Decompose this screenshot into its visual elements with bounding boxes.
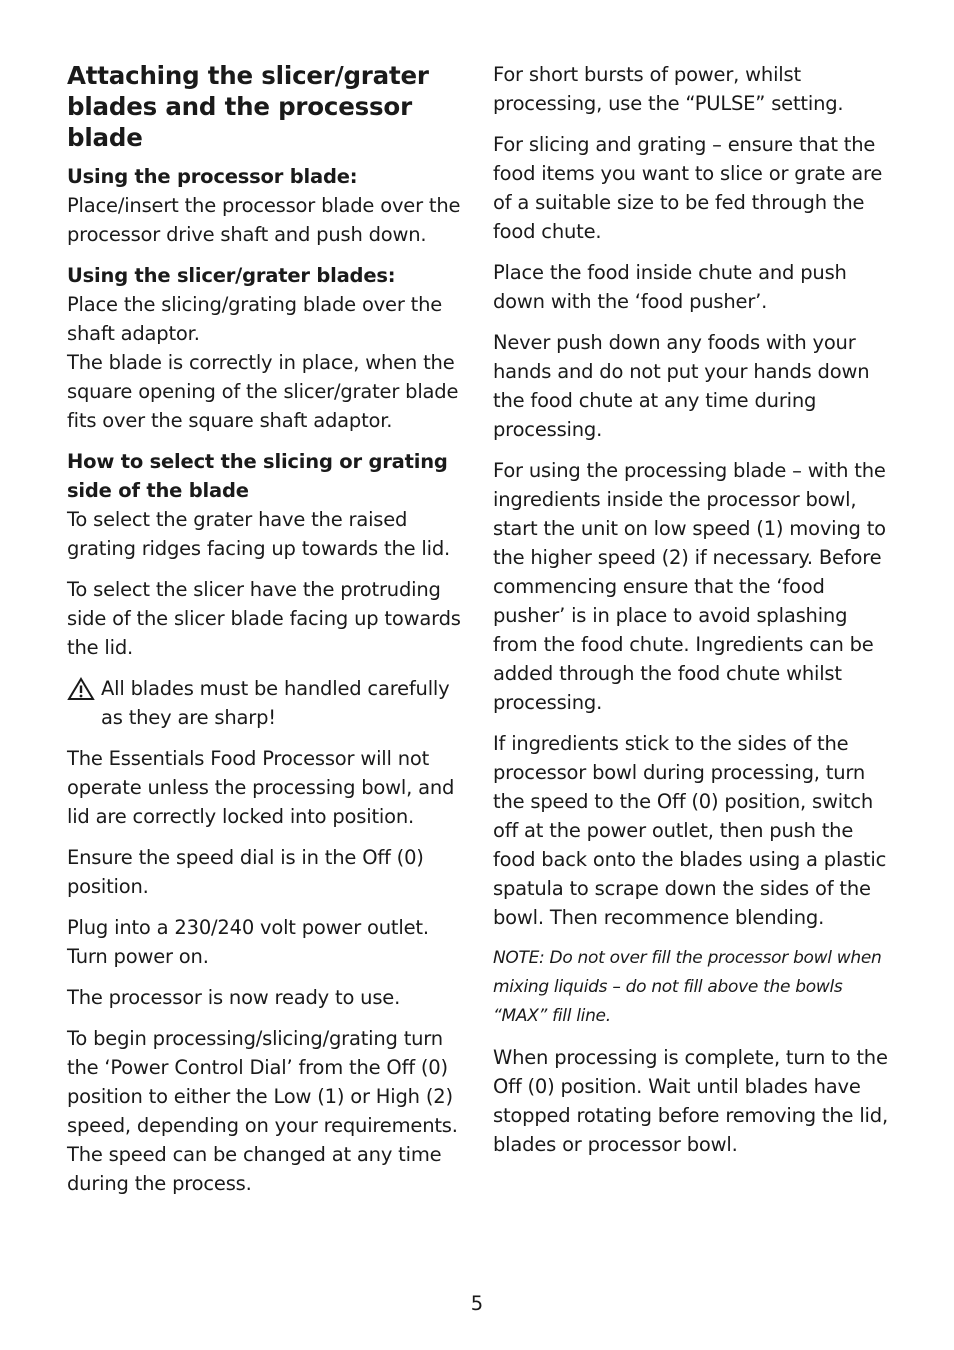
food-pusher-paragraph: Place the food inside chute and push down with the ‘food pusher’. [493,261,847,313]
left-column [67,60,467,1210]
page-number: 5 [470,1292,484,1315]
safety-paragraph: Never push down any foods with your hands and do not put your hands down the food chute at any time during processing. [493,331,870,441]
operate-paragraph: The Essentials Food Processor will not operate unless the processing bowl, and lid are correctly locked into position. [67,747,455,828]
note-paragraph: NOTE: Do not over fill the processor bowl when mixing liquids – do not fill above the bowls “MAX” fill line. [493,948,882,1026]
processing-blade-paragraph: For using the processing blade – with the ingredients inside the processor bowl, start the unit on low speed (1) moving to the higher speed (2) if necessary. Before commencing ensure that the ‘food pusher’ is in place to avoid splashing from the food chute. Ingredients can be added through the food chute whilst processing. [493,459,886,714]
slicer-blade-text-b: The blade is correctly in place, when the square opening of the slicer/grater blade fits over the square shaft adaptor. [67,351,459,432]
slicing-grating-paragraph: For slicing and grating – ensure that the food items you want to slice or grate are of a suitable size to be fed through the food chute. [493,133,883,243]
slicer-select-text: To select the slicer have the protruding side of the slicer blade facing up towards the lid. [67,578,461,659]
warning-paragraph [67,674,467,732]
processor-blade-paragraph [67,162,467,249]
select-side-paragraph [67,447,467,563]
warning-text: All blades must be handled carefully as they are sharp! [101,677,450,729]
slicer-blade-paragraph [67,261,467,348]
subheading-processor-blade: Using the processor blade: [67,165,358,188]
ready-paragraph: The processor is now ready to use. [67,986,401,1009]
subheading-select-side: How to select the slicing or grating side of the blade [67,450,448,502]
begin-processing-paragraph: To begin processing/slicing/grating turn the ‘Power Control Dial’ from the Off (0) position to either the Low (1) or High (2) speed, depending on your requirements. The speed can be changed at any time during the process. [67,1027,458,1195]
right-column [493,60,893,1171]
grater-select-text: To select the grater have the raised grating ridges facing up towards the lid. [67,508,451,560]
processor-blade-text: Place/insert the processor blade over the processor drive shaft and push down. [67,194,461,246]
warning-triangle-icon [67,677,95,701]
complete-paragraph: When processing is complete, turn to the Off (0) position. Wait until blades have stopped rotating before removing the lid, blades or processor bowl. [493,1046,888,1156]
ingredients-stick-paragraph: If ingredients stick to the sides of the processor bowl during processing, turn the speed to the Off (0) position, switch off at the power outlet, then push the food back onto the blades using a plastic spatula to scrape down the sides of the bowl. Then recommence blending. [493,732,887,929]
pulse-paragraph: For short bursts of power, whilst processing, use the “PULSE” setting. [493,63,844,115]
power-outlet-paragraph: Plug into a 230/240 volt power outlet. Turn power on. [67,916,429,968]
speed-dial-paragraph: Ensure the speed dial is in the Off (0) position. [67,846,424,898]
slicer-blade-text-a: Place the slicing/grating blade over the shaft adaptor. [67,293,443,345]
subheading-slicer-blades: Using the slicer/grater blades: [67,264,396,287]
section-heading: Attaching the slicer/grater blades and the processor blade [67,61,429,152]
